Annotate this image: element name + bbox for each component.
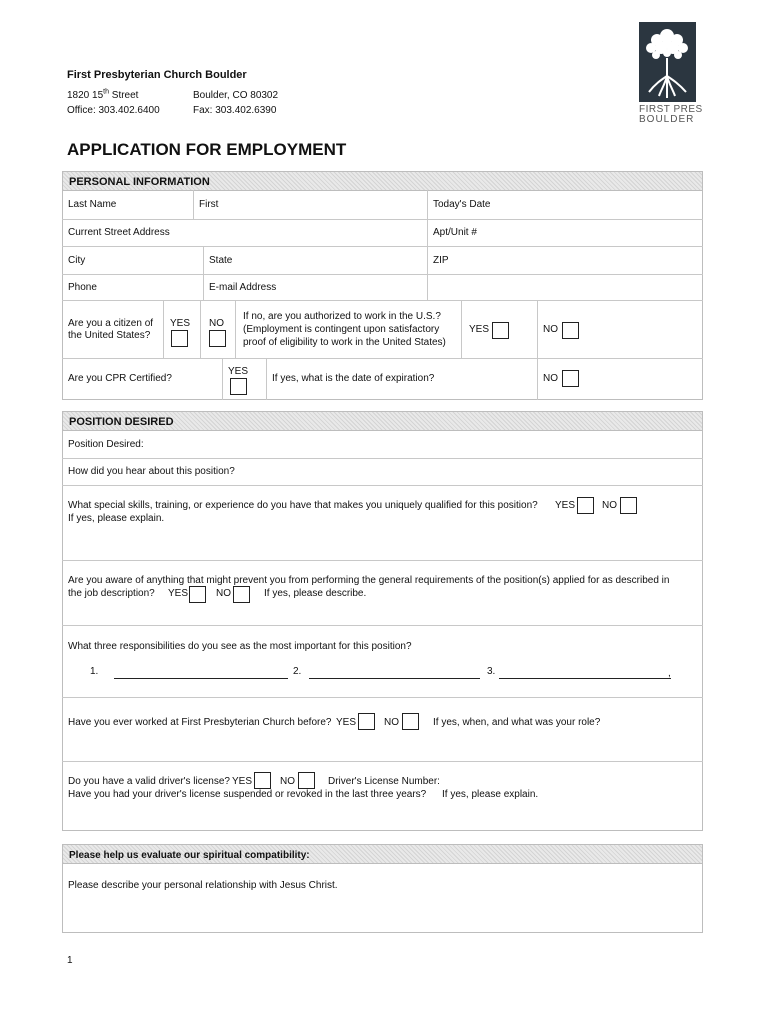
- aware-no-label: NO: [216, 588, 231, 599]
- skills-no-checkbox[interactable]: [620, 497, 637, 514]
- skills-question: What special skills, training, or experience do you have that makes you uniquely qualified for this position?: [68, 500, 538, 511]
- logo-text-line2: BOULDER: [639, 114, 695, 125]
- hear-about-label: How did you hear about this position?: [68, 466, 235, 477]
- citizen-no-label: NO: [209, 318, 224, 329]
- skills-yes-checkbox[interactable]: [577, 497, 594, 514]
- aware-question-line2: the job description?: [68, 588, 155, 599]
- personal-info-section: [62, 190, 703, 400]
- auth-question-line2: (Employment is contingent upon satisfactory: [243, 324, 440, 335]
- first-name-label: First: [199, 199, 219, 210]
- worked-when-label: If yes, when, and what was your role?: [433, 717, 601, 728]
- relationship-question: Please describe your personal relationship with Jesus Christ.: [68, 880, 338, 891]
- responsibility-number-1: 1.: [90, 666, 99, 677]
- position-desired-section: [62, 430, 703, 831]
- worked-yes-checkbox[interactable]: [358, 713, 375, 730]
- responsibility-comma: ,: [668, 668, 671, 679]
- license-number-label: Driver's License Number:: [328, 776, 440, 787]
- aware-describe-label: If yes, please describe.: [264, 588, 367, 599]
- street-address-label: Current Street Address: [68, 227, 170, 238]
- citizen-question-line1: Are you a citizen of: [68, 318, 154, 329]
- worked-no-label: NO: [384, 717, 399, 728]
- aware-question-line1: Are you aware of anything that might prevent you from performing the general requirements of the position(s) applied for as described in: [68, 575, 670, 586]
- email-label: E-mail Address: [209, 282, 277, 293]
- street-address: 1820 15th Street: [67, 88, 139, 101]
- responsibility-2-input[interactable]: [309, 678, 480, 679]
- page-number: 1: [67, 955, 73, 966]
- worked-yes-label: YES: [336, 717, 357, 728]
- license-no-label: NO: [280, 776, 295, 787]
- fax-number: Fax: 303.402.6390: [193, 105, 277, 116]
- auth-question-line3: proof of eligibility to work in the United States): [243, 337, 446, 348]
- worked-no-checkbox[interactable]: [402, 713, 419, 730]
- auth-question-line1: If no, are you authorized to work in the U.S.?: [243, 311, 441, 322]
- city-label: City: [68, 255, 86, 266]
- aware-no-checkbox[interactable]: [233, 586, 250, 603]
- auth-yes-label: YES: [469, 324, 490, 335]
- citizen-yes-label: YES: [170, 318, 191, 329]
- church-name: First Presbyterian Church Boulder: [67, 69, 247, 81]
- worked-before-question: Have you ever worked at First Presbyterian Church before?: [68, 717, 332, 728]
- license-no-checkbox[interactable]: [298, 772, 315, 789]
- citizen-question-line2: the United States?: [68, 330, 151, 341]
- suspended-explain-label: If yes, please explain.: [442, 789, 539, 800]
- license-yes-checkbox[interactable]: [254, 772, 271, 789]
- aware-yes-label: YES: [168, 588, 189, 599]
- office-phone: Office: 303.402.6400: [67, 105, 160, 116]
- cpr-yes-checkbox[interactable]: [230, 378, 247, 395]
- cpr-question: Are you CPR Certified?: [68, 373, 172, 384]
- cpr-expiration-label: If yes, what is the date of expiration?: [272, 373, 435, 384]
- position-desired-label: Position Desired:: [68, 439, 144, 450]
- citizen-no-checkbox[interactable]: [209, 330, 226, 347]
- auth-no-label: NO: [543, 324, 558, 335]
- responsibility-number-3: 3.: [487, 666, 496, 677]
- skills-explain-label: If yes, please explain.: [68, 513, 165, 524]
- todays-date-label: Today's Date: [433, 199, 491, 210]
- skills-no-label: NO: [602, 500, 617, 511]
- tree-logo-icon: [639, 22, 696, 102]
- responsibility-number-2: 2.: [293, 666, 302, 677]
- spiritual-header: Please help us evaluate our spiritual compatibility:: [62, 844, 703, 864]
- zip-label: ZIP: [433, 255, 449, 266]
- citizen-yes-checkbox[interactable]: [171, 330, 188, 347]
- aware-yes-checkbox[interactable]: [189, 586, 206, 603]
- cpr-no-label: NO: [543, 373, 558, 384]
- suspended-question: Have you had your driver's license suspended or revoked in the last three years?: [68, 789, 427, 800]
- city-state-zip: Boulder, CO 80302: [193, 90, 279, 101]
- auth-no-checkbox[interactable]: [562, 322, 579, 339]
- responsibilities-question: What three responsibilities do you see as the most important for this position?: [68, 641, 412, 652]
- apt-unit-label: Apt/Unit #: [433, 227, 477, 238]
- page-title: APPLICATION FOR EMPLOYMENT: [67, 140, 347, 159]
- responsibility-3-input[interactable]: [499, 678, 671, 679]
- phone-label: Phone: [68, 282, 97, 293]
- position-desired-header: POSITION DESIRED: [62, 411, 703, 431]
- skills-yes-label: YES: [555, 500, 576, 511]
- license-yes-label: YES: [232, 776, 253, 787]
- personal-info-header: PERSONAL INFORMATION: [62, 171, 703, 191]
- responsibility-1-input[interactable]: [114, 678, 288, 679]
- auth-yes-checkbox[interactable]: [492, 322, 509, 339]
- state-label: State: [209, 255, 233, 266]
- last-name-label: Last Name: [68, 199, 117, 210]
- logo-text-line1: FIRST PRES: [639, 104, 703, 115]
- license-question: Do you have a valid driver's license?: [68, 776, 230, 787]
- cpr-yes-label: YES: [228, 366, 249, 377]
- spiritual-section: [62, 863, 703, 933]
- cpr-no-checkbox[interactable]: [562, 370, 579, 387]
